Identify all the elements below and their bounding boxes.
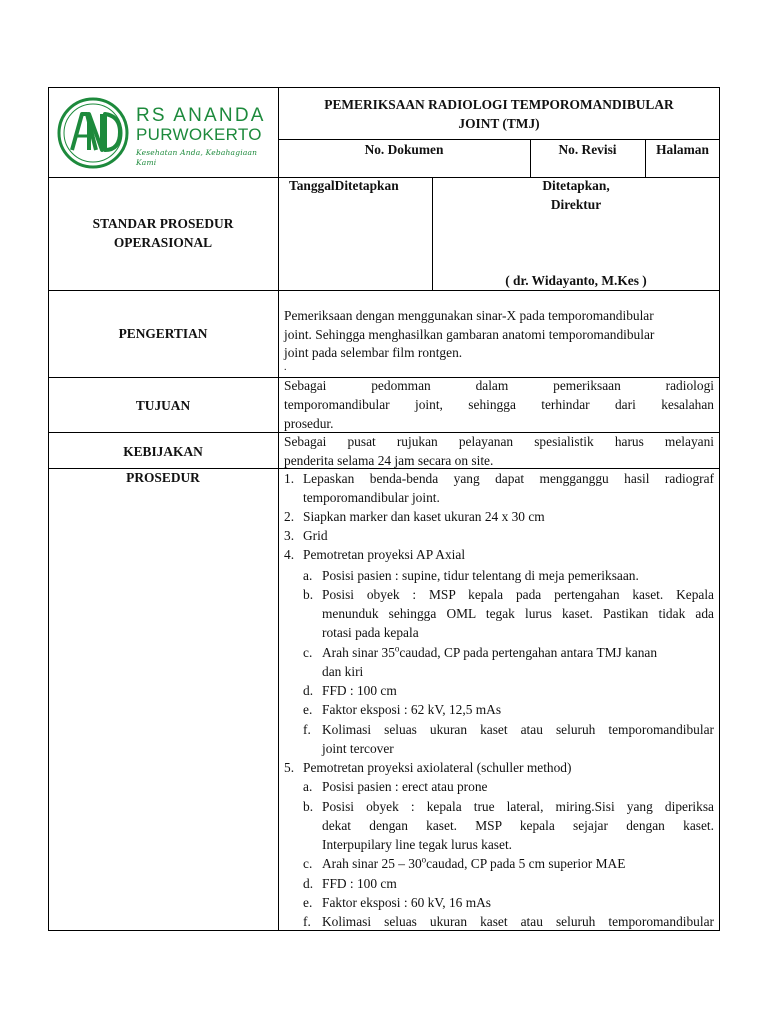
- list-number: 3.: [284, 528, 295, 543]
- procedure-substep-text: FFD : 100 cm: [322, 876, 397, 891]
- sop-label-line2: OPERASIONAL: [113, 235, 213, 250]
- list-letter: b.: [303, 587, 314, 602]
- logo-emblem-icon: [56, 96, 130, 170]
- procedure-substep-text: Kolimasi seluas ukuran kaset atau seluruh temporomandibular: [322, 914, 714, 929]
- degree-mark: o: [421, 854, 427, 865]
- procedure-substep-text: Posisi obyek : kepala true lateral, miring.Sisi yang diperiksa: [322, 799, 714, 814]
- pengertian-text-line: joint pada selembar film rontgen.: [284, 345, 463, 360]
- prosedur-label: PROSEDUR: [126, 470, 200, 485]
- list-number: 4.: [284, 547, 295, 562]
- kebijakan-label: KEBIJAKAN: [123, 444, 203, 459]
- procedure-substep-text: [322, 854, 625, 873]
- table-border-top: [48, 87, 720, 88]
- list-letter: b.: [303, 799, 314, 814]
- procedure-substep-text: Posisi pasien : supine, tidur telentang di meja pemeriksaan.: [322, 568, 639, 583]
- procedure-substep-text: Kolimasi seluas ukuran kaset atau seluruh temporomandibular: [322, 722, 714, 737]
- hospital-tagline: Kesehatan Anda, Kebahagiaan Kami: [136, 148, 258, 167]
- tujuan-text-line: prosedur.: [284, 416, 334, 431]
- no-revisi-label: No. Revisi: [558, 142, 617, 157]
- list-letter: e.: [303, 895, 313, 910]
- no-dokumen-label: No. Dokumen: [364, 142, 444, 157]
- kebijakan-text-line: Sebagai pusat rujukan pelayanan spesialistik harus melayani: [284, 434, 714, 449]
- tujuan-text-line: Sebagai pedomman dalam pemeriksaan radiologi: [284, 378, 714, 393]
- list-number: 5.: [284, 760, 295, 775]
- procedure-substep-text: Faktor eksposi : 60 kV, 16 mAs: [322, 895, 492, 910]
- ditetapkan-label: Ditetapkan,: [542, 178, 610, 193]
- procedure-substep-text: Posisi pasien : erect atau prone: [322, 779, 488, 794]
- procedure-step-text: Grid: [303, 528, 328, 543]
- procedure-substep-text: dekat dengan kaset. MSP kepala sejajar dengan kaset.: [322, 818, 714, 833]
- procedure-substep-text: dan kiri: [322, 664, 364, 679]
- table-border-bottom: [48, 930, 720, 931]
- tujuan-text-line: temporomandibular joint, sehingga terhindar dari kesalahan: [284, 397, 714, 412]
- procedure-substep-text: Interpupilary line tegak lurus kaset.: [322, 837, 513, 852]
- list-letter: c.: [303, 856, 313, 871]
- list-number: 2.: [284, 509, 295, 524]
- pengertian-text-line: .: [284, 362, 287, 373]
- procedure-substep-text: [322, 643, 657, 662]
- procedure-step-text: Siapkan marker dan kaset ukuran 24 x 30 cm: [303, 509, 545, 524]
- list-letter: d.: [303, 683, 314, 698]
- procedure-substep-text: joint tercover: [322, 741, 394, 756]
- direktur-signatory: ( dr. Widayanto, M.Kes ): [505, 273, 647, 288]
- sop-label-line1: STANDAR PROSEDUR: [92, 216, 234, 231]
- procedure-substep-text: FFD : 100 cm: [322, 683, 397, 698]
- list-letter: e.: [303, 702, 313, 717]
- document-title-line1: PEMERIKSAAN RADIOLOGI TEMPOROMANDIBULAR: [324, 97, 674, 112]
- document-title-line2: JOINT (TMJ): [458, 116, 540, 131]
- arah-sinar-angle: Arah sinar 35: [322, 645, 395, 660]
- list-letter: f.: [303, 722, 311, 737]
- list-letter: a.: [303, 568, 313, 583]
- list-letter: c.: [303, 645, 313, 660]
- list-number: 1.: [284, 471, 295, 486]
- procedure-substep-text: menunduk sehingga OML tegak lurus kaset. Pastikan tidak ada: [322, 606, 714, 621]
- hospital-name-line1: RS ANANDA: [136, 105, 266, 126]
- tujuan-label: TUJUAN: [135, 398, 191, 413]
- procedure-step-text: Lepaskan benda-benda yang dapat mengganggu hasil radiograf: [303, 471, 714, 486]
- pengertian-label: PENGERTIAN: [118, 326, 208, 341]
- procedure-substep-text: rotasi pada kepala: [322, 625, 419, 640]
- arah-sinar-detail: caudad, CP pada 5 cm superior MAE: [426, 856, 626, 871]
- arah-sinar-detail: caudad, CP pada pertengahan antara TMJ kanan: [399, 645, 658, 660]
- pengertian-text-line: joint. Sehingga menghasilkan gambaran anatomi temporomandibular: [284, 327, 655, 342]
- kebijakan-text-line: penderita selama 24 jam secara on site.: [284, 453, 494, 468]
- direktur-label: Direktur: [550, 197, 602, 212]
- list-letter: f.: [303, 914, 311, 929]
- hospital-name-line2: PURWOKERTO: [136, 125, 262, 144]
- list-letter: d.: [303, 876, 314, 891]
- procedure-substep-text: Posisi obyek : MSP kepala pada pertengahan kaset. Kepala: [322, 587, 714, 602]
- halaman-label: Halaman: [656, 142, 709, 157]
- table-line-column-divider: [278, 87, 279, 930]
- pengertian-text-line: Pemeriksaan dengan menggunakan sinar-X pada temporomandibular: [284, 308, 654, 323]
- arah-sinar-angle: Arah sinar 25 – 30: [322, 856, 422, 871]
- degree-mark: o: [394, 643, 400, 654]
- procedure-step-text: Pemotretan proyeksi AP Axial: [303, 547, 466, 562]
- tanggal-ditetapkan-label: TanggalDitetapkan: [289, 178, 399, 193]
- procedure-step-text: Pemotretan proyeksi axiolateral (schuller method): [303, 760, 572, 775]
- hospital-logo: [56, 96, 274, 170]
- procedure-substep-text: Faktor eksposi : 62 kV, 12,5 mAs: [322, 702, 502, 717]
- list-letter: a.: [303, 779, 313, 794]
- procedure-step-text: temporomandibular joint.: [303, 490, 440, 505]
